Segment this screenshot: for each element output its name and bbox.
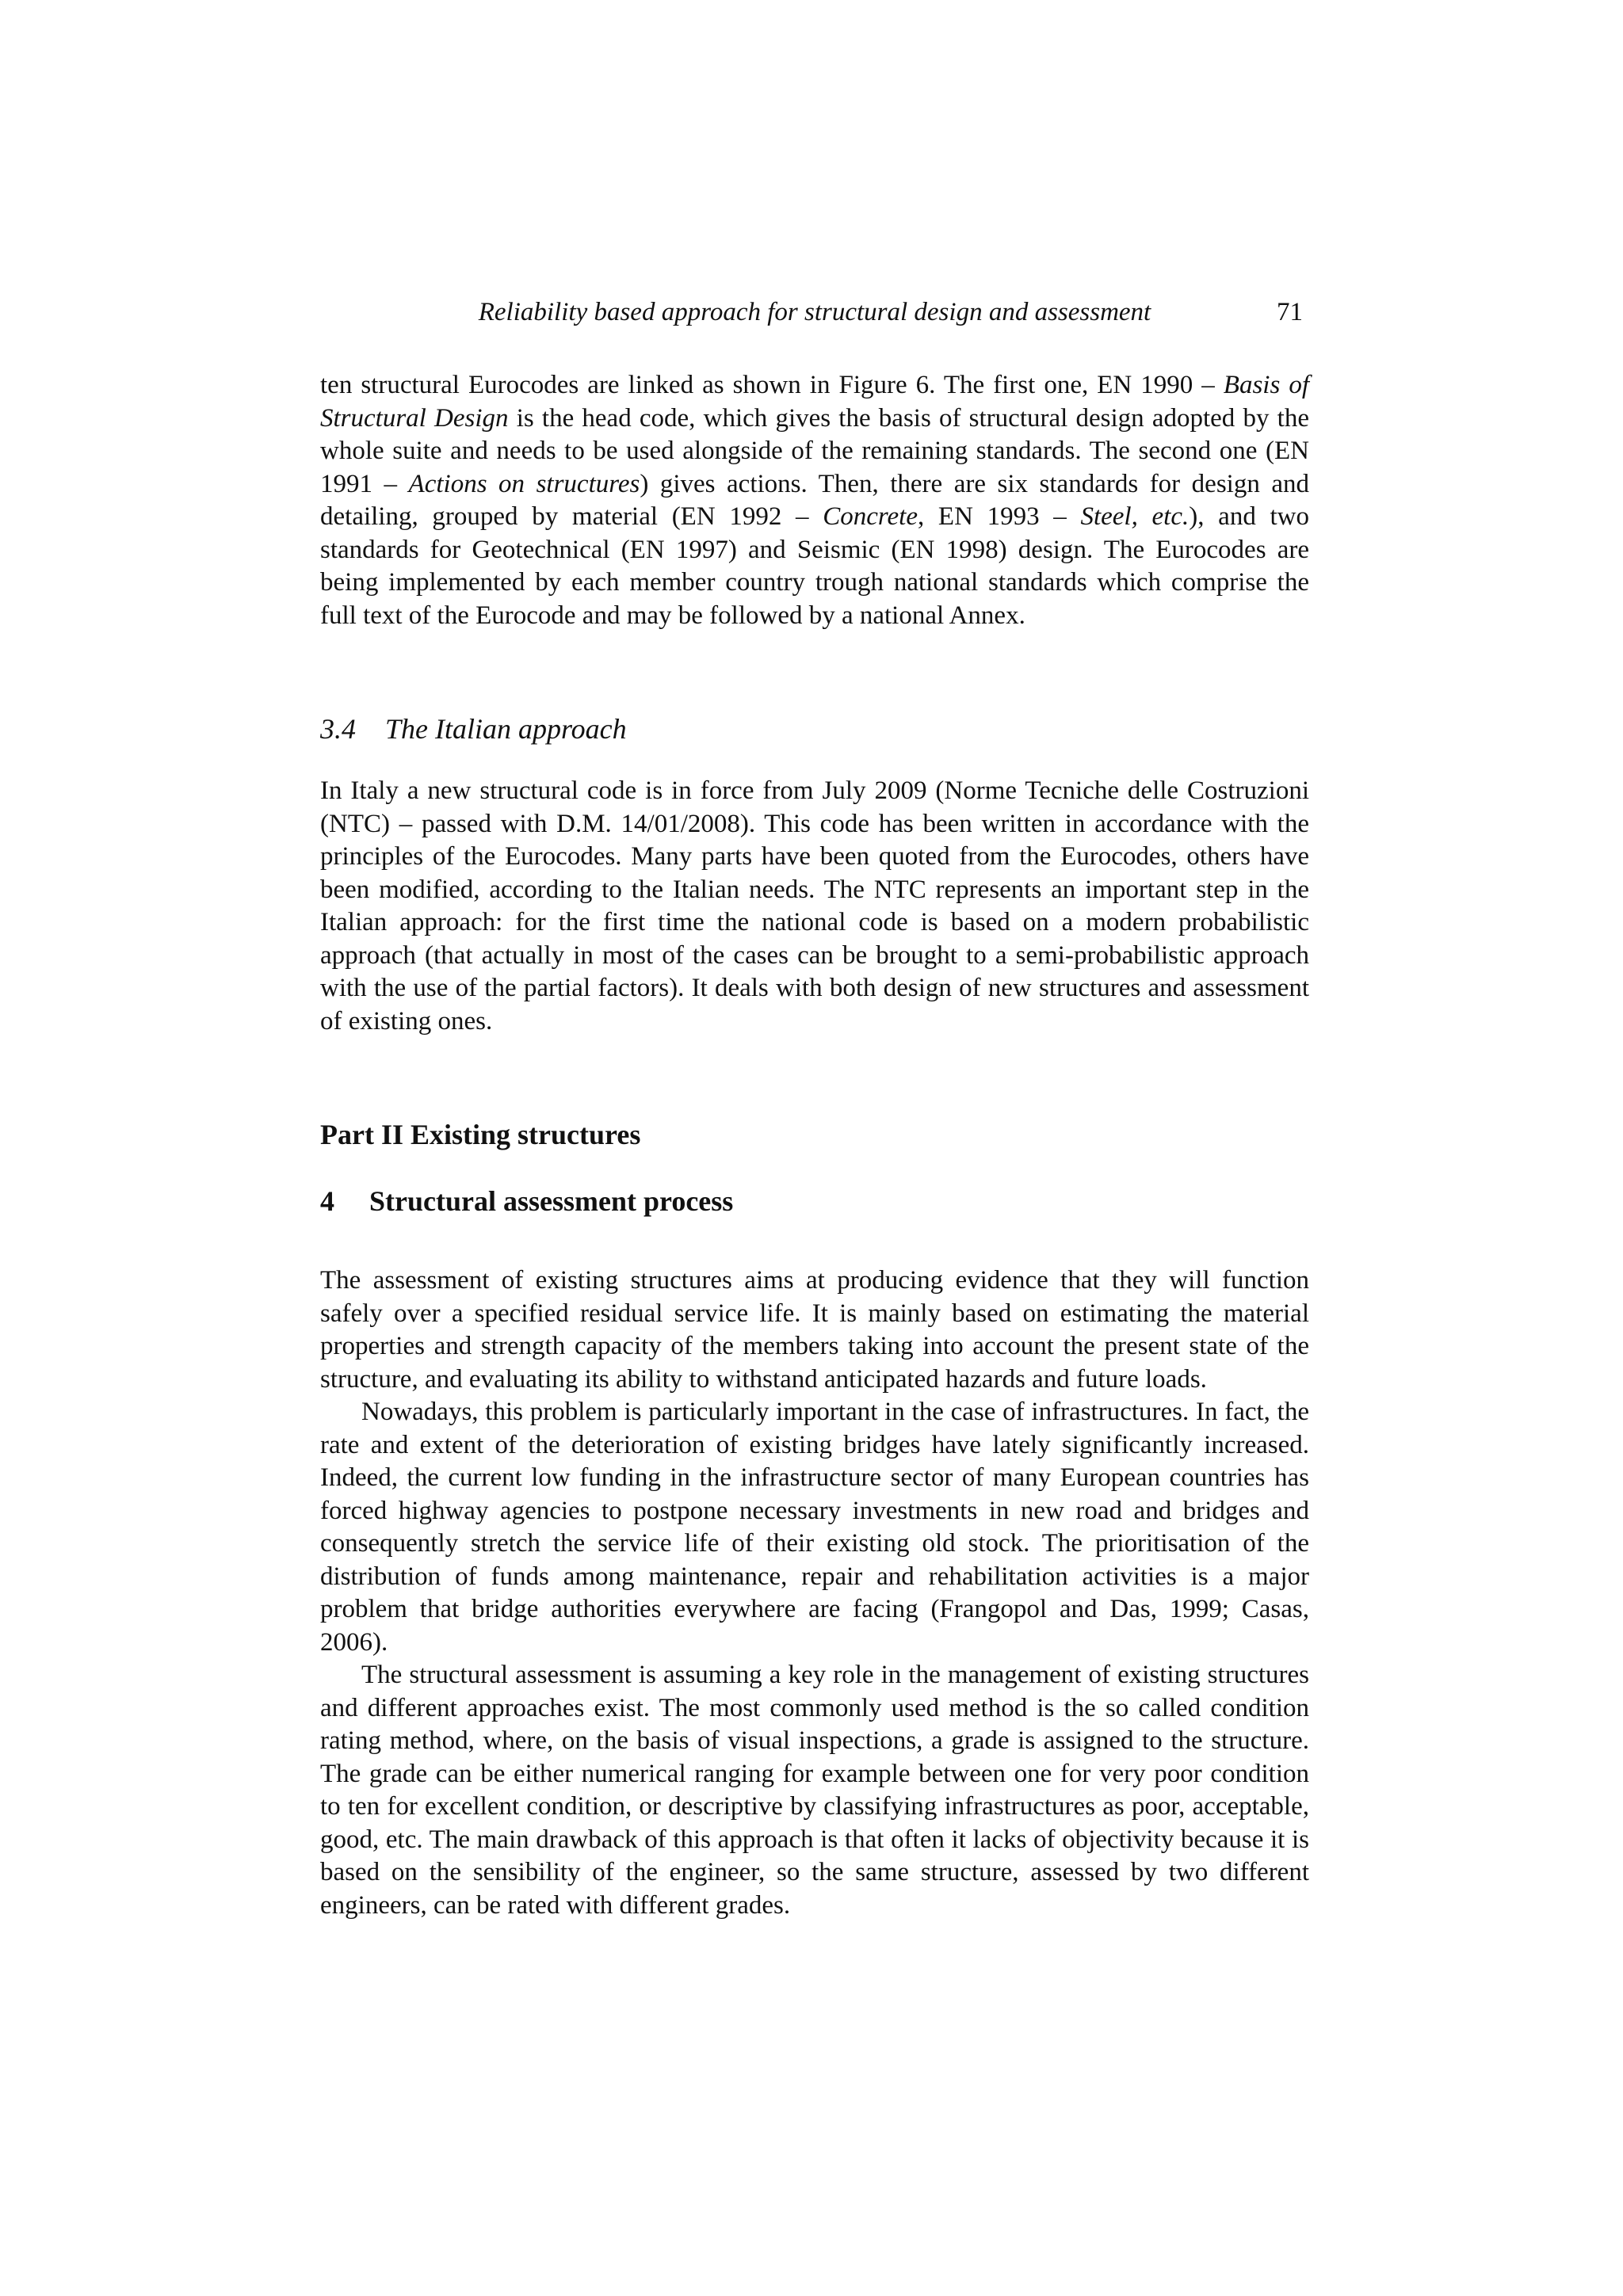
paragraph-infrastructures: Nowadays, this problem is particularly important in the case of infrastructures. In fact, the rate and extent of the deterioration of existing bridges have lately significantly increased. Indeed, the current low funding in the infrastructure sector of many European countries has forced highway agencies to postpone necessary investments in new road and bridges and consequently stretch the service life of their existing old stock. The prioritisation of the distribution of funds among maintenance, repair and rehabilitation activities is a major problem that bridge authorities everywhere are facing (Frangopol and Das, 1999; Casas, 2006). — [320, 1398, 1309, 1657]
running-header — [320, 295, 1309, 330]
chapter-title: Structural assessment process — [369, 1185, 734, 1217]
italic-steel-etc: Steel, etc. — [1080, 502, 1190, 531]
section-title: The Italian approach — [385, 713, 627, 745]
section-number: 3.4 — [320, 713, 356, 745]
chapter-number: 4 — [320, 1185, 334, 1217]
italic-actions-on-structures: Actions on structures — [408, 469, 640, 498]
text-segment: ), and two standards for Geotechnical (EN 1997) and Seismic (EN 1998) design. The Eurocodes are being implemented by each member country trough national standards which comprise the full text of the Eurocode and may be followed by a national Annex. — [320, 502, 1310, 630]
part-heading — [320, 1117, 640, 1152]
italic-concrete: Concrete — [823, 502, 918, 531]
text-segment: ) gives actions. Then, there are six standards for design and detailing, grouped by material (EN 1992 – — [320, 469, 1310, 531]
chapter-heading-4 — [320, 1184, 733, 1219]
paragraph-eurocodes — [320, 369, 1309, 632]
italic-basis-of-structural-design: Basis of Structural Design — [320, 371, 1309, 433]
page-number: 71 — [1277, 298, 1303, 326]
paragraph-condition-rating: The structural assessment is assuming a key role in the management of existing structures and different approaches exist. The most commonly used method is the so called condition rating method, where, on the basis of visual inspections, a grade is assigned to the structure. The grade can be either numerical ranging for example between one for very poor condition to ten for excellent condition, or descriptive by classifying infrastructures as poor, acceptable, good, etc. The main drawback of this approach is that often it lacks of objectivity because it is based on the sensibility of the engineer, so the same structure, assessed by two different engineers, can be rated with different grades. — [320, 1661, 1309, 1920]
text-segment: is the head code, which gives the basis of structural design adopted by the whole suite and needs to be used alongside of the remaining standards. The second one (EN 1991 – — [320, 403, 1309, 498]
chapter-4-body — [320, 1264, 1309, 1922]
text-segment: ten structural Eurocodes are linked as shown in Figure 6. The first one, EN 1990 – — [320, 371, 1224, 399]
paragraph-text: In Italy a new structural code is in force from July 2009 (Norme Tecniche delle Costruzioni (NTC) – passed with D.M. 14/01/2008). This code has been written in accordance with the principles of the Eurocodes. Many parts have been quoted from the Eurocodes, others have been modified, according to the Italian needs. The NTC represents an important step in the Italian approach: for the first time the national code is based on a modern probabilistic approach (that actually in most of the cases can be brought to a semi-probabilistic approach with the use of the partial factors). It deals with both design of new structures and assessment of existing ones. — [320, 776, 1309, 1035]
part-label: Part II — [320, 1119, 403, 1150]
section-heading-3-4 — [320, 711, 627, 746]
paragraph-italian-approach — [320, 775, 1309, 1038]
running-title: Reliability based approach for structural design and assessment — [478, 298, 1151, 326]
paragraph-assessment-intro: The assessment of existing structures aims at producing evidence that they will function safely over a specified residual service life. It is mainly based on estimating the material properties and strength capacity of the members taking into account the present state of the structure, and evaluating its ability to withstand anticipated hazards and future loads. — [320, 1266, 1309, 1394]
part-title: Existing structures — [410, 1119, 641, 1150]
text-segment: , EN 1993 – — [917, 502, 1081, 531]
